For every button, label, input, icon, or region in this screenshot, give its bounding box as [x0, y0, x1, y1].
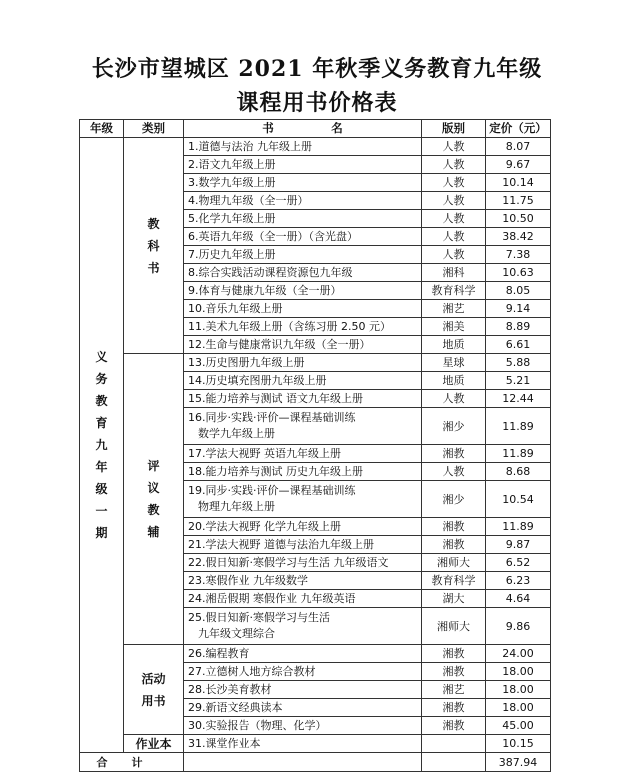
- book-name: 22.假日知新·寒假学习与生活 九年级语文: [184, 554, 422, 572]
- header-publisher: 版别: [422, 120, 486, 138]
- category-homework: 作业本: [124, 735, 184, 753]
- category-activity: 活动 用书: [124, 645, 184, 735]
- table-row: [80, 354, 551, 372]
- book-name: 27.立德树人地方综合教材: [184, 663, 422, 681]
- book-name: 24.湘岳假期 寒假作业 九年级英语: [184, 590, 422, 608]
- publisher: 星球: [422, 354, 486, 372]
- book-name: [184, 481, 422, 518]
- total-row: [80, 753, 551, 772]
- header-category: 类别: [124, 120, 184, 138]
- price: 11.89: [486, 408, 551, 445]
- price: 18.00: [486, 663, 551, 681]
- publisher: 湘教: [422, 645, 486, 663]
- price: 6.52: [486, 554, 551, 572]
- book-name: 4.物理九年级（全一册）: [184, 192, 422, 210]
- price: 18.00: [486, 681, 551, 699]
- publisher: 地质: [422, 372, 486, 390]
- price: 8.68: [486, 463, 551, 481]
- price: 10.50: [486, 210, 551, 228]
- price: 10.63: [486, 264, 551, 282]
- price: 6.23: [486, 572, 551, 590]
- book-name: 13.历史图册九年级上册: [184, 354, 422, 372]
- book-name: 7.历史九年级上册: [184, 246, 422, 264]
- book-name: 2.语文九年级上册: [184, 156, 422, 174]
- publisher: 湘少: [422, 408, 486, 445]
- publisher: 人教: [422, 228, 486, 246]
- publisher: 人教: [422, 463, 486, 481]
- publisher: 人教: [422, 390, 486, 408]
- book-name: 14.历史填充图册九年级上册: [184, 372, 422, 390]
- price: 10.14: [486, 174, 551, 192]
- publisher: 湘少: [422, 481, 486, 518]
- book-name: [184, 608, 422, 645]
- book-name: 20.学法大视野 化学九年级上册: [184, 518, 422, 536]
- book-name: 6.英语九年级（全一册）（含光盘）: [184, 228, 422, 246]
- publisher: 湘教: [422, 717, 486, 735]
- table-row: [80, 645, 551, 663]
- publisher: 湘教: [422, 663, 486, 681]
- category-review: 评 议 教 辅: [124, 354, 184, 645]
- price: 7.38: [486, 246, 551, 264]
- book-name-line-1: 19.同步·实践·评价—课程基础训练: [188, 484, 356, 497]
- book-name: 29.新语文经典读本: [184, 699, 422, 717]
- table-row: [80, 735, 551, 753]
- price: 18.00: [486, 699, 551, 717]
- publisher: 人教: [422, 174, 486, 192]
- grade-cell: 义 务 教 育 九 年 级 一 期: [80, 138, 124, 753]
- book-name: 12.生命与健康常识九年级（全一册）: [184, 336, 422, 354]
- publisher: 湘教: [422, 445, 486, 463]
- book-name: 18.能力培养与测试 历史九年级上册: [184, 463, 422, 481]
- price: 9.86: [486, 608, 551, 645]
- book-name: 23.寒假作业 九年级数学: [184, 572, 422, 590]
- price: 9.87: [486, 536, 551, 554]
- publisher: 地质: [422, 336, 486, 354]
- book-name: 8.综合实践活动课程资源包九年级: [184, 264, 422, 282]
- publisher: 人教: [422, 246, 486, 264]
- price: 10.15: [486, 735, 551, 753]
- book-name: 9.体育与健康九年级（全一册）: [184, 282, 422, 300]
- publisher: 人教: [422, 210, 486, 228]
- book-name: 31.课堂作业本: [184, 735, 422, 753]
- header-book-name: 书 名: [184, 120, 422, 138]
- publisher: 教育科学: [422, 572, 486, 590]
- price: 9.14: [486, 300, 551, 318]
- book-name-line-2: 物理九年级上册: [198, 500, 275, 513]
- book-name-line-1: 16.同步·实践·评价—课程基础训练: [188, 411, 356, 424]
- page-title-line-2: 课程用书价格表: [236, 90, 398, 116]
- book-name: 17.学法大视野 英语九年级上册: [184, 445, 422, 463]
- book-name: 3.数学九年级上册: [184, 174, 422, 192]
- book-name: 15.能力培养与测试 语文九年级上册: [184, 390, 422, 408]
- publisher: 湘科: [422, 264, 486, 282]
- total-empty-name: [184, 753, 422, 772]
- price: 11.89: [486, 445, 551, 463]
- total-label: 合计: [80, 753, 184, 772]
- book-name: 30.实验报告（物理、化学）: [184, 717, 422, 735]
- publisher: 湘艺: [422, 300, 486, 318]
- publisher: 人教: [422, 156, 486, 174]
- book-name-line-2: 数学九年级上册: [198, 427, 275, 440]
- price-table: [79, 119, 551, 772]
- publisher: 湘艺: [422, 681, 486, 699]
- book-name: 1.道德与法治 九年级上册: [184, 138, 422, 156]
- price: 11.75: [486, 192, 551, 210]
- publisher: [422, 735, 486, 753]
- book-name: 21.学法大视野 道德与法治九年级上册: [184, 536, 422, 554]
- publisher: 湘教: [422, 699, 486, 717]
- price: 45.00: [486, 717, 551, 735]
- total-empty-publisher: [422, 753, 486, 772]
- publisher: 湘师大: [422, 554, 486, 572]
- book-name: 5.化学九年级上册: [184, 210, 422, 228]
- price: 8.05: [486, 282, 551, 300]
- publisher: 人教: [422, 192, 486, 210]
- price: 11.89: [486, 518, 551, 536]
- publisher: 湖大: [422, 590, 486, 608]
- header-row: [80, 120, 551, 138]
- price: 8.89: [486, 318, 551, 336]
- price: 5.88: [486, 354, 551, 372]
- header-price: 定价（元）: [486, 120, 551, 138]
- total-price: 387.94: [486, 753, 551, 772]
- publisher: 人教: [422, 138, 486, 156]
- publisher: 教育科学: [422, 282, 486, 300]
- price: 9.67: [486, 156, 551, 174]
- price: 6.61: [486, 336, 551, 354]
- publisher: 湘美: [422, 318, 486, 336]
- book-name: 26.编程教育: [184, 645, 422, 663]
- price: 10.54: [486, 481, 551, 518]
- publisher: 湘教: [422, 536, 486, 554]
- book-name-line-1: 25.假日知新·寒假学习与生活: [188, 611, 330, 624]
- book-name-line-2: 九年级文理综合: [198, 627, 275, 640]
- price: 12.44: [486, 390, 551, 408]
- price: 24.00: [486, 645, 551, 663]
- publisher: 湘教: [422, 518, 486, 536]
- price: 8.07: [486, 138, 551, 156]
- header-grade: 年级: [80, 120, 124, 138]
- book-name: 10.音乐九年级上册: [184, 300, 422, 318]
- price: 5.21: [486, 372, 551, 390]
- price: 38.42: [486, 228, 551, 246]
- table-row: [80, 138, 551, 156]
- page-title-line-1: 长沙市望城区 2021 年秋季义务教育九年级: [91, 56, 543, 82]
- publisher: 湘师大: [422, 608, 486, 645]
- category-textbook: 教 科 书: [124, 138, 184, 354]
- book-name: [184, 408, 422, 445]
- book-name: 28.长沙美育教材: [184, 681, 422, 699]
- book-name: 11.美术九年级上册（含练习册 2.50 元）: [184, 318, 422, 336]
- price: 4.64: [486, 590, 551, 608]
